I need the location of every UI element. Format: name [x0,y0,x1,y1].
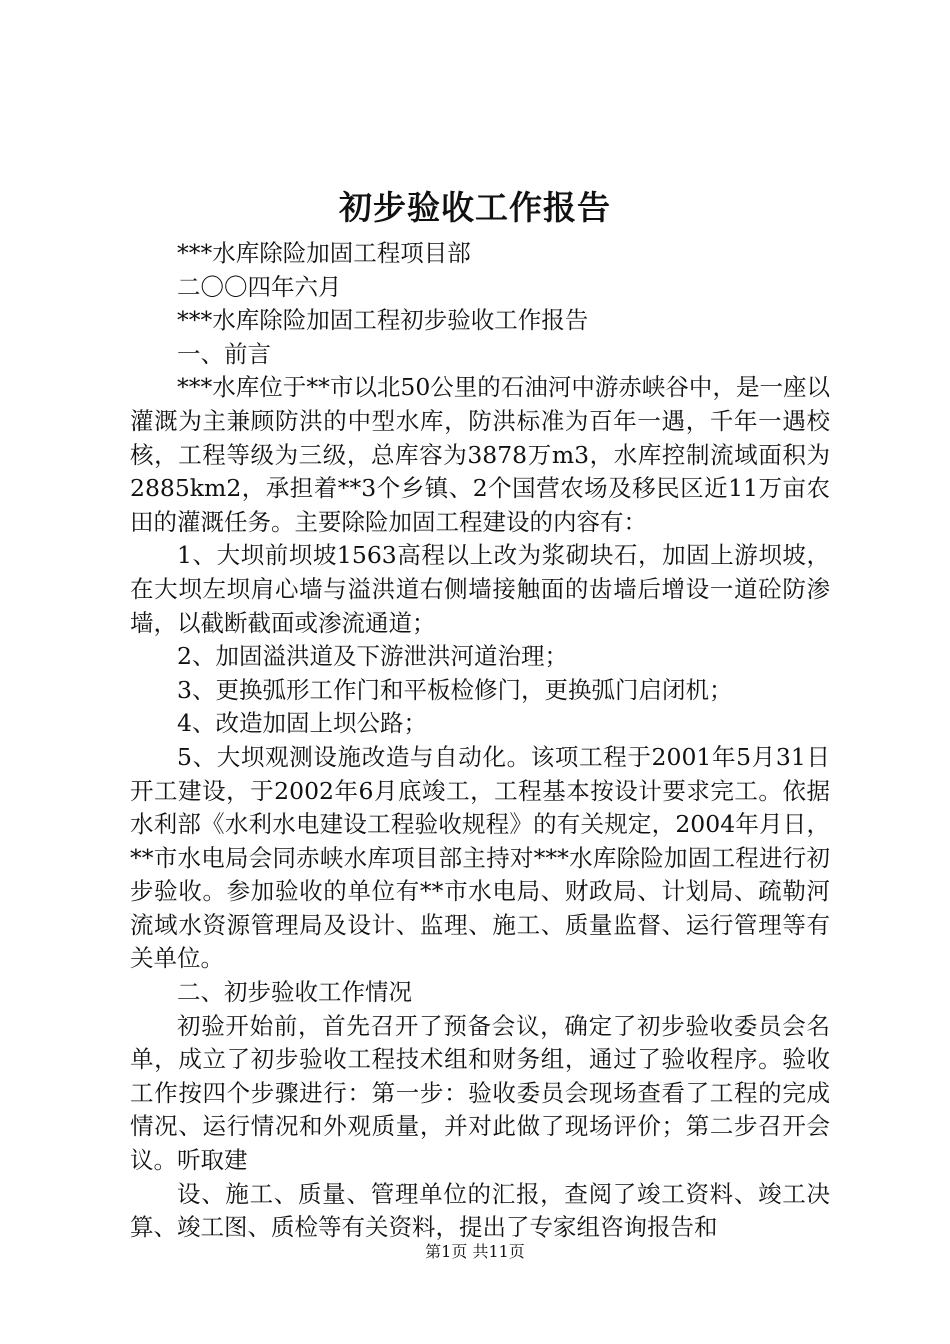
list-item-1: 1、大坝前坝坡1563高程以上改为浆砌块石，加固上游坝坡，在大坝左坝肩心墙与溢洪道右侧墙接触面的齿墙后增设一道砼防渗墙，以截断截面或渗流通道； [130,541,830,637]
list-item-2: 2、加固溢洪道及下游泄洪河道治理； [177,642,568,671]
list-item-5: 5、大坝观测设施改造与自动化。该项工程于2001年5月31日开工建设，于2002年6月底竣工，工程基本按设计要求完工。依据水利部《水利水电建设工程验收规程》的有关规定，2004年月日，**市水电局会同赤峡水库项目部主持对***水库除险加固工程进行初步验收。参加验收的单位有**市水电局、财政局、计划局、疏勒河流域水资源管理局及设计、监理、施工、质量监督、运行管理等有关单位。 [130,742,830,973]
document-title: 初步验收工作报告 [339,188,611,227]
document-body [130,237,830,1245]
paragraph-acceptance-continued: 设、施工、质量、管理单位的汇报，查阅了竣工资料、竣工决算、竣工图、质检等有关资料，提出了专家组咨询报告和 [130,1179,830,1242]
paragraph-report-title: ***水库除险加固工程初步验收工作报告 [177,306,589,335]
list-item-3: 3、更换弧形工作门和平板检修门，更换弧门启闭机； [177,675,733,704]
paragraph-acceptance-process: 初验开始前，首先召开了预备会议，确定了初步验收委员会名单，成立了初步验收工程技术组和财务组，通过了验收程序。验收工作按四个步骤进行：第一步：验收委员会现场查看了工程的完成情况、运行情况和外观质量，并对此做了现场评价；第二步召开会议。听取建 [130,1011,830,1175]
list-item-4: 4、改造加固上坝公路； [177,709,427,738]
section-heading-preface: 一、前言 [177,339,271,368]
paragraph-date: 二〇〇四年六月 [177,272,342,301]
paragraph-organization: ***水库除险加固工程项目部 [177,239,471,267]
section-heading-acceptance: 二、初步验收工作情况 [177,978,412,1007]
paragraph-reservoir-overview: ***水库位于**市以北50公里的石油河中游赤峡谷中，是一座以灌溉为主兼顾防洪的中型水库，防洪标准为百年一遇，千年一遇校核，工程等级为三级，总库容为3878万m3，水库控制流域面积为2885km2，承担着**3个乡镇、2个国营农场及移民区近11万亩农田的灌溉任务。主要除险加固工程建设的内容有： [130,373,830,536]
page-number: 第1页 共11页 [425,1242,525,1261]
